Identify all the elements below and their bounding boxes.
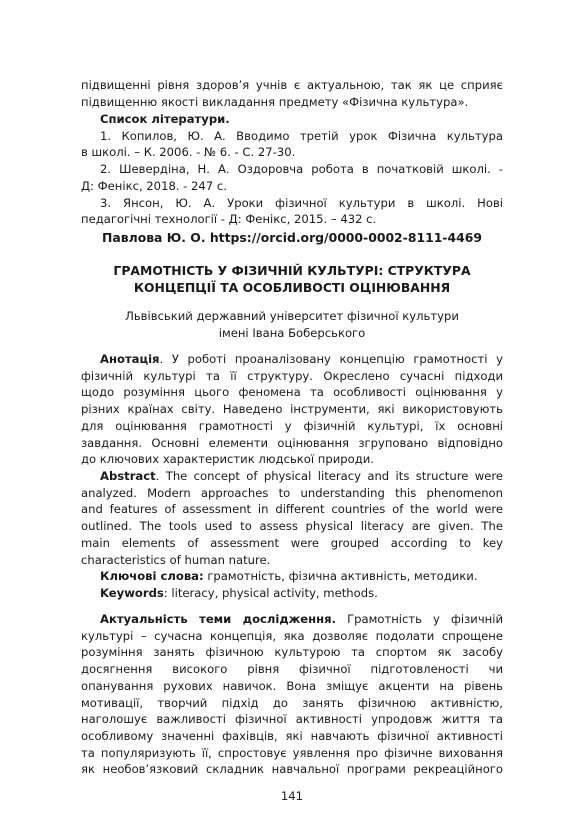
abstract-line-5: main elements of assessment were grouped according to key: [81, 535, 503, 550]
abstract-line-2: analyzed. Modern approaches to understanding this phenomenon: [81, 485, 503, 500]
abstract-line-1: Abstract. The concept of physical literacy and its structure were: [100, 469, 503, 483]
abstract-paragraph: [81, 468, 503, 568]
keywords-ua-label: Ключові слова:: [100, 569, 204, 583]
title-line-2: КОНЦЕПЦІЇ ТА ОСОБЛИВОСТІ ОЦІНЮВАННЯ: [133, 280, 451, 295]
reference-item-3-line-1: 3. Янсон, Ю. А. Уроки фізичної культури в школі. Нові: [100, 195, 503, 210]
reference-item-1-line-1: 1. Копилов, Ю. А. Вводимо третій урок Фізична культура: [100, 128, 503, 143]
relevance-line-3: розуміння занять фізичною культурою та спортом як засобу: [81, 645, 503, 660]
reference-item-3-line-2: педагогічні технології - Д: Фенікс, 2015. – 432 с.: [81, 212, 377, 227]
keywords-en: Keywords: literacy, physical activity, methods.: [100, 585, 378, 600]
page-number: 141: [280, 789, 304, 803]
relevance-line-5: опанування рухових навичок. Вона зміщує акценти на рівень: [81, 678, 503, 693]
page-footer: [81, 788, 503, 805]
annotation-line-6: завдання. Основні елементи оцінювання згруповано відповідно: [81, 435, 503, 450]
annotation-line-7: до ключових характеристик людської природи.: [81, 452, 374, 467]
annotation-line-1: Анотація. У роботі проаналізовану концепцію грамотності у: [100, 352, 503, 366]
abstract-line-4: outlined. The tools used to assess physical literacy are given. The: [81, 519, 503, 534]
relevance-line-8: особливому значенні фахівців, які навчають фізичної активності: [81, 728, 503, 743]
affiliation-line-2: імені Івана Боберського: [218, 325, 366, 340]
abstract-line-6: characteristics of human nature.: [81, 552, 271, 567]
annotation-line-3: щодо розуміння цього феномена та особливості оцінювання у: [81, 385, 503, 400]
annotation-paragraph: [81, 351, 503, 468]
abstract-line-3: and features of assessment in different countries of the world were: [81, 502, 503, 517]
keywords-section: [81, 568, 503, 601]
reference-item-2-line-2: Д: Фенікс, 2018. - 247 с.: [81, 178, 227, 193]
annotation-line-4: різних країнах світу. Наведено інструменти, які використовують: [81, 402, 503, 417]
affiliation: [81, 308, 503, 341]
relevance-line-6: мотивації, творчий підхід до занять фізичною активністю,: [81, 695, 503, 710]
affiliation-line-1: Львівський державний університет фізичної культури: [125, 309, 459, 323]
abstract-label: Abstract: [100, 469, 156, 483]
author-line: [81, 230, 503, 247]
relevance-label: Актуальність теми дослідження.: [100, 612, 337, 626]
reference-item-2-line-1: 2. Шевердіна, Н. А. Оздоровча робота в початковій школі. -: [100, 162, 503, 177]
relevance-line-2: культурі – сучасна концепція, яка дозволяє подолати спрощене: [81, 628, 503, 643]
title-line-1: ГРАМОТНІСТЬ У ФІЗИЧНІЙ КУЛЬТУРІ: СТРУКТУРА: [113, 263, 471, 278]
intro-line-2: підвищенню якості викладання предмету «Фізична культура».: [81, 94, 469, 109]
relevance-line-7: наголошує важливості фізичної активності упродовж життя та: [81, 712, 503, 727]
relevance-paragraph: [81, 611, 503, 778]
author-name-orcid: Павлова Ю. О. https://orcid.org/0000-0002-8111-4469: [102, 230, 482, 245]
annotation-label: Анотація: [100, 352, 160, 366]
keywords-ua: Ключові слова: грамотність, фізична активність, методики.: [100, 569, 478, 583]
references-heading: Список літератури.: [100, 112, 230, 126]
annotation-line-2: фізичній культурі та її структуру. Окреслено сучасні підходи: [81, 368, 503, 383]
relevance-line-9: та популяризують її, спростовує уявлення про фізичне виховання: [81, 745, 503, 760]
relevance-line-1: Актуальність теми дослідження. Грамотність у фізичній: [100, 612, 504, 626]
article-title: [81, 262, 503, 296]
relevance-line-4: досягнення високого рівня фізичної підготовленості чи: [81, 662, 503, 677]
annotation-line-5: для оцінювання грамотності у фізичній культурі, їх основні: [81, 418, 503, 433]
intro-line-1: підвищенні рівня здоров’я учнів є актуальною, так як це сприяє: [81, 78, 503, 92]
relevance-line-10: як необов’язковий складник навчальної програми рекреаційного: [81, 762, 503, 777]
reference-item-1-line-2: в школі. – К. 2006. - № 6. - С. 27-30.: [81, 145, 296, 160]
intro-paragraph: [81, 77, 503, 110]
references-section: [81, 111, 503, 228]
keywords-en-label: Keywords: [100, 585, 164, 600]
